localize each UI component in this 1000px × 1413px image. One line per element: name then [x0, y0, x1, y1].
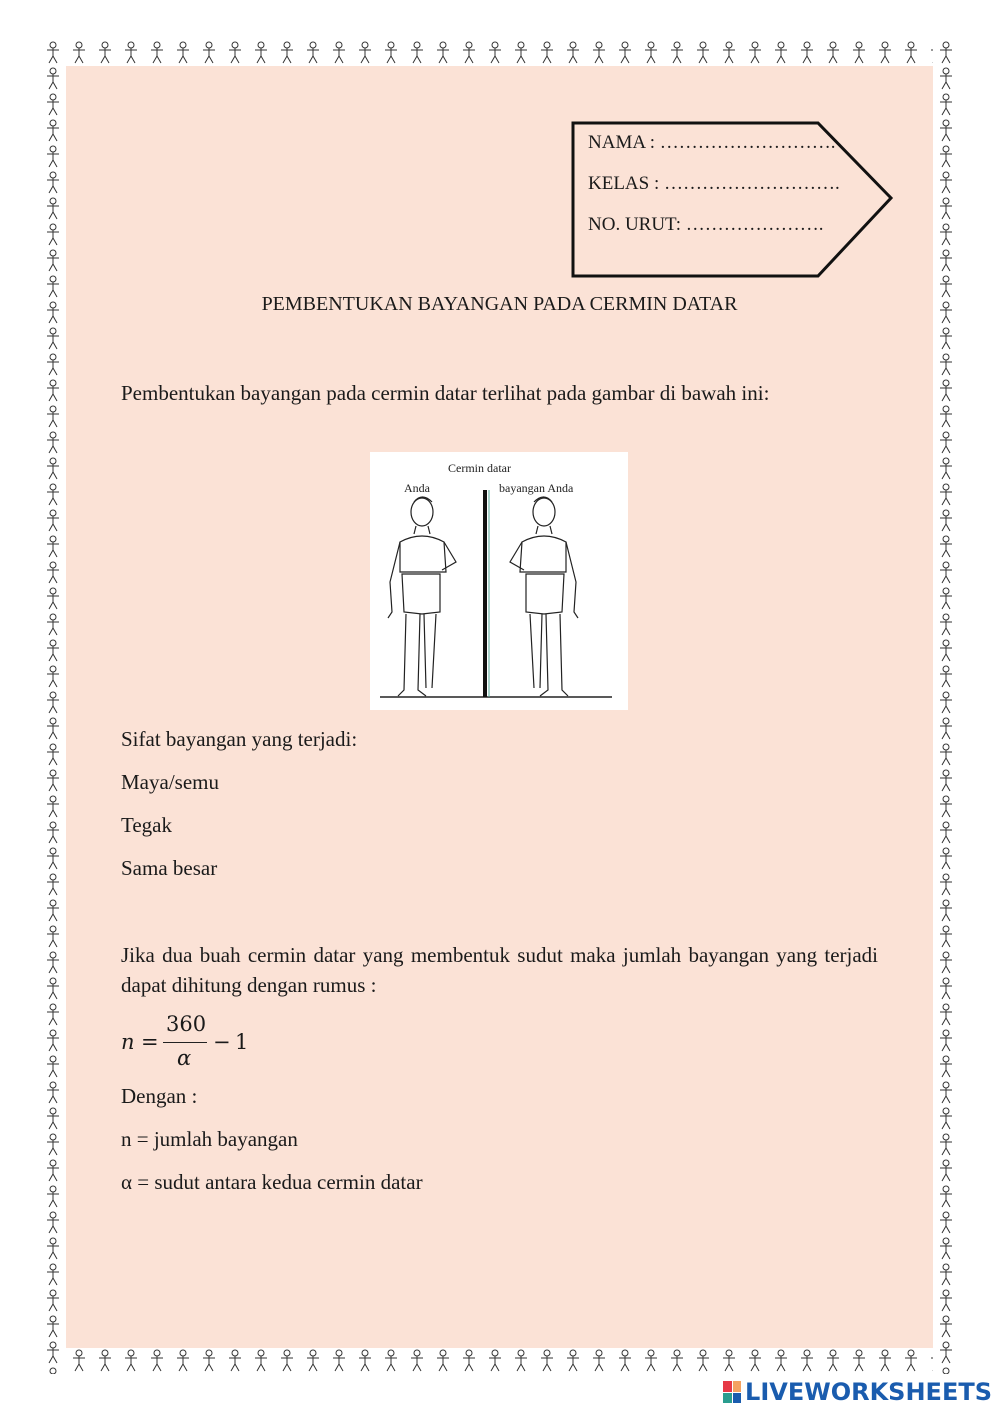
formula-intro-text: Jika dua buah cermin datar yang membentuk sudut maka jumlah bayangan yang terjadi dapat dihitung dengan rumus :	[121, 943, 878, 997]
legend-n-definition: n = jumlah bayangan	[121, 1127, 298, 1151]
property-item: Tegak	[121, 813, 173, 837]
logo-mark-icon	[723, 1381, 741, 1403]
liveworksheets-logo[interactable]	[723, 1377, 992, 1407]
mirror-illustration	[370, 452, 628, 710]
logo-text: LIVEWORKSHEETS	[745, 1378, 992, 1406]
person-right-icon	[510, 497, 578, 696]
student-info-tag	[571, 120, 901, 280]
legend-heading: Dengan :	[121, 1084, 198, 1108]
decorative-border-right	[933, 40, 959, 1374]
worksheet-page	[40, 40, 959, 1374]
decorative-border-top	[40, 40, 959, 66]
right-person-label: bayangan Anda	[499, 481, 574, 495]
fraction-bar	[163, 1042, 207, 1043]
name-field[interactable]: NAMA : ……………………….	[588, 132, 836, 153]
formula-numerator: 360	[166, 1012, 207, 1036]
formula-equals: =	[141, 1030, 159, 1054]
formula-denominator: α	[177, 1046, 192, 1070]
properties-heading: Sifat bayangan yang terjadi:	[121, 727, 358, 751]
legend-alpha-definition: α = sudut antara kedua cermin datar	[121, 1170, 423, 1194]
property-item: Sama besar	[121, 856, 218, 880]
mirror-line	[483, 490, 487, 697]
property-item: Maya/semu	[121, 770, 219, 794]
class-field[interactable]: KELAS : ……………………….	[588, 173, 840, 194]
decorative-border-bottom	[40, 1348, 959, 1374]
decorative-border-left	[40, 40, 66, 1374]
mirror-formula	[121, 1012, 321, 1072]
formula-minus: −	[213, 1030, 231, 1054]
left-person-label: Anda	[404, 481, 430, 495]
mirror-label: Cermin datar	[448, 461, 511, 475]
formula-variable: n	[121, 1030, 135, 1054]
formula-constant: 1	[235, 1030, 249, 1054]
number-field[interactable]: NO. URUT: ………………….	[588, 214, 824, 235]
person-left-icon	[388, 497, 456, 696]
intro-text: Pembentukan bayangan pada cermin datar terlihat pada gambar di bawah ini:	[121, 381, 770, 405]
page-title: PEMBENTUKAN BAYANGAN PADA CERMIN DATAR	[261, 293, 738, 315]
